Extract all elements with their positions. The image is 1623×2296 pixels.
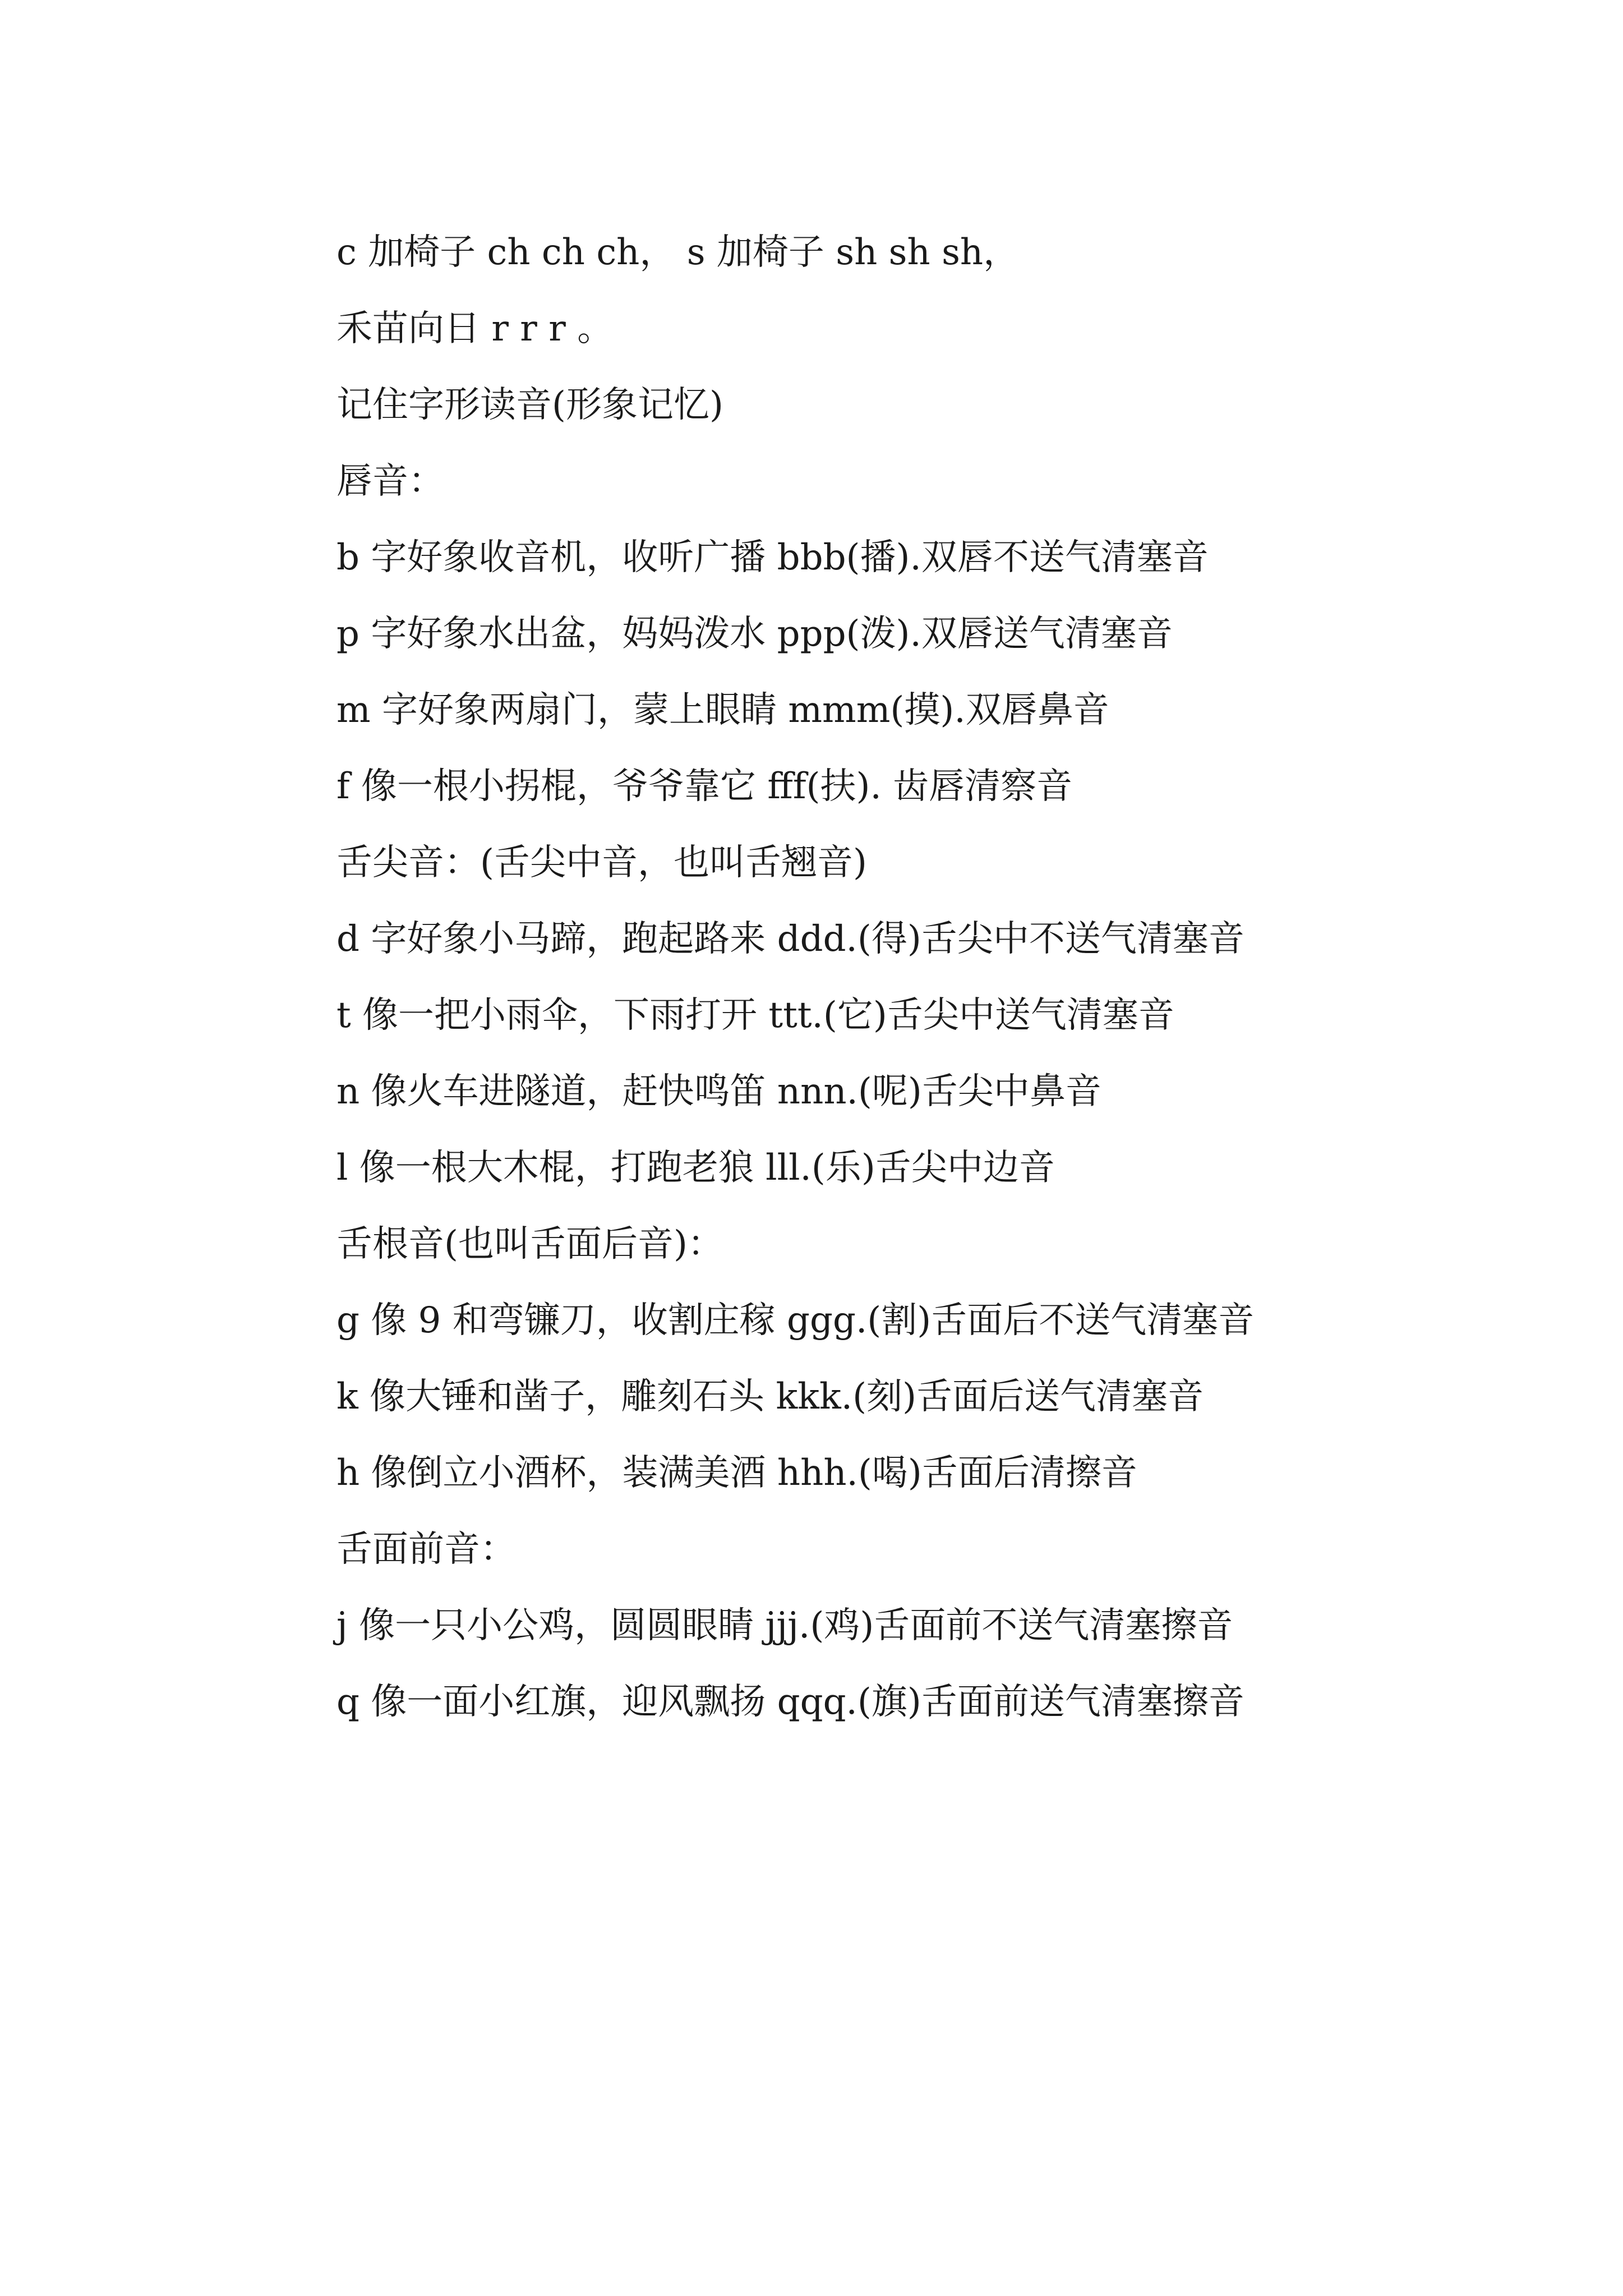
document-body	[250, 214, 1394, 1740]
paragraph: p 字好象水出盆，妈妈泼水 ppp(泼).双唇送气清塞音	[336, 613, 1173, 655]
paragraph: 记住字形读音(形象记忆)	[336, 384, 723, 426]
paragraph: c 加椅子 ch ch ch， s 加椅子 sh sh sh，	[336, 232, 1020, 273]
paragraph: t 像一把小雨伞，下雨打开 ttt.(它)舌尖中送气清塞音	[336, 995, 1174, 1036]
paragraph: l 像一根大木棍，打跑老狼 lll.(乐)舌尖中边音	[336, 1147, 1055, 1189]
paragraph: h 像倒立小酒杯，装满美酒 hhh.(喝)舌面后清擦音	[336, 1452, 1137, 1494]
paragraph: b 字好象收音机，收听广播 bbb(播).双唇不送气清塞音	[336, 537, 1209, 578]
paragraph: n 像火车进隧道，赶快鸣笛 nnn.(呢)舌尖中鼻音	[336, 1071, 1101, 1112]
paragraph: q 像一面小红旗，迎风飘扬 qqq.(旗)舌面前送气清塞擦音	[336, 1681, 1244, 1723]
paragraph: g 像 9 和弯镰刀，收割庄稼 ggg.(割)舌面后不送气清塞音	[336, 1300, 1255, 1341]
paragraph: f 像一根小拐棍，爷爷靠它 fff(扶). 齿唇清察音	[336, 766, 1073, 807]
section-heading-apical: 舌尖音：(舌尖中音，也叫舌翘音)	[336, 842, 867, 884]
section-heading-labial: 唇音：	[336, 461, 444, 502]
section-heading-palatal: 舌面前音：	[336, 1529, 516, 1570]
paragraph: m 字好象两扇门，蒙上眼睛 mmm(摸).双唇鼻音	[336, 689, 1109, 731]
paragraph: j 像一只小公鸡，圆圆眼睛 jjj.(鸡)舌面前不送气清塞擦音	[336, 1605, 1233, 1646]
section-heading-velar: 舌根音(也叫舌面后音)：	[336, 1223, 723, 1265]
paragraph: d 字好象小马蹄，跑起路来 ddd.(得)舌尖中不送气清塞音	[336, 918, 1244, 960]
paragraph: 禾苗向日 r r r 。	[336, 308, 614, 349]
paragraph: k 像大锤和凿子，雕刻石头 kkk.(刻)舌面后送气清塞音	[336, 1376, 1204, 1418]
